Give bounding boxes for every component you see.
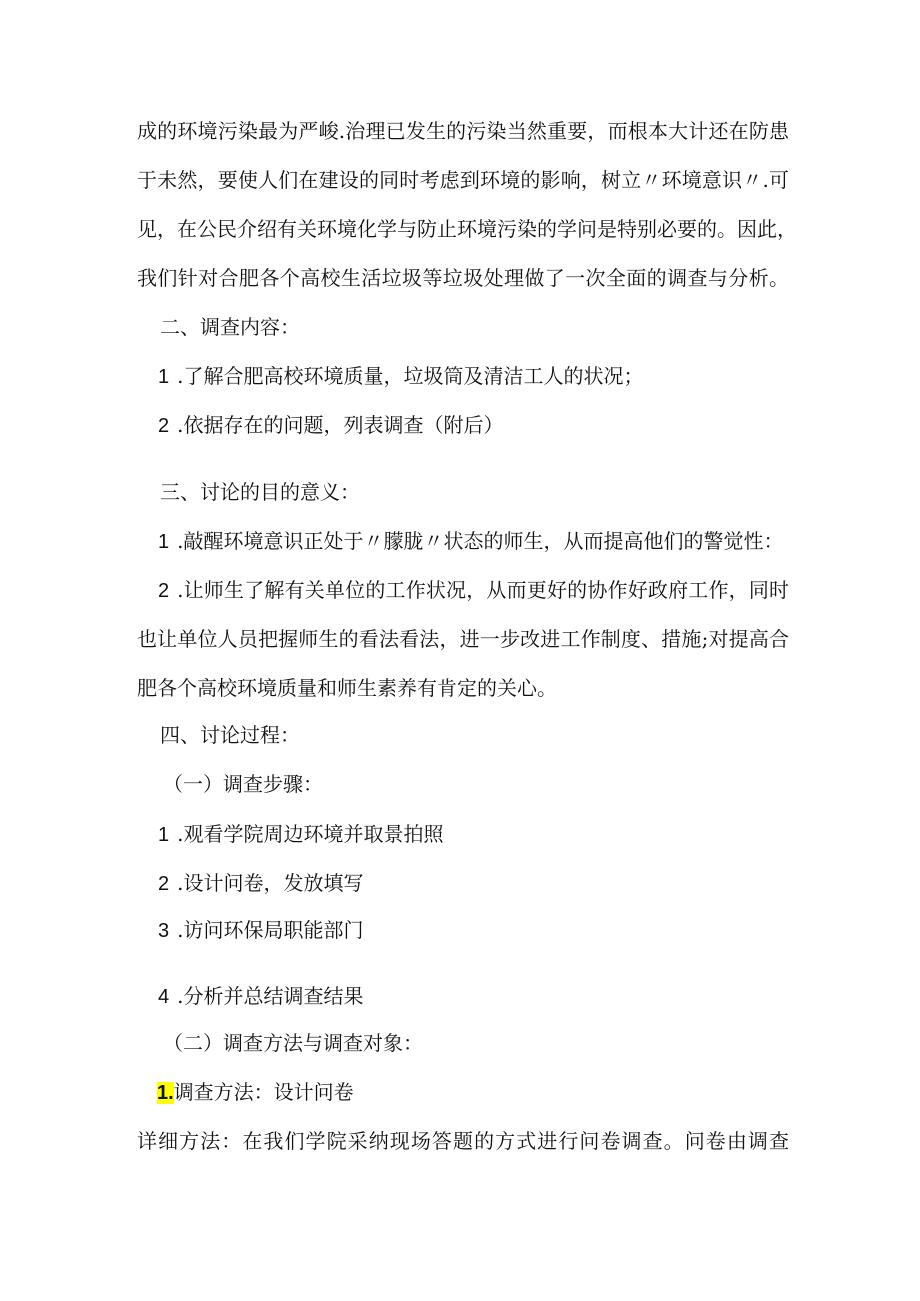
list-text: .让师生了解有关单位的工作状况，从而更好的协作好政府工作，同时: [177, 578, 789, 602]
list-text: .观看学院周边环境并取景拍照: [177, 822, 444, 846]
paragraph-line: 我们针对合肥各个高校生活垃圾等垃圾处理做了一次全面的调查与分析。: [137, 266, 789, 290]
list-number: 3: [158, 920, 170, 942]
paragraph-line: 见，在公民介绍有关环境化学与防止环境污染的学问是特别必要的。因此，: [137, 217, 797, 241]
list-item: [158, 869, 363, 898]
paragraph-line: 肥各个高校环境质量和师生素养有肯定的关心。: [137, 676, 557, 700]
list-item: [158, 411, 503, 440]
paragraph-line: 成的环境污染最为严峻.治理已发生的污染当然重要，而根本大计还在防患: [137, 119, 789, 143]
paragraph-line: 也让单位人员把握师生的看法看法，进一步改进工作制度、措施;对提高合: [137, 627, 789, 651]
list-text: .了解合肥高校环境质量，垃圾筒及清洁工人的状况；: [177, 364, 644, 388]
list-item: [158, 820, 443, 849]
list-number: 1: [158, 531, 170, 553]
list-number: 2: [158, 873, 170, 895]
paragraph-line: 于未然，要使人们在建设的同时考虑到环境的影响，树立〃环境意识〃.可: [137, 168, 789, 192]
list-item: [158, 362, 643, 391]
section-heading: 三、讨论的目的意义：: [160, 480, 360, 504]
section-heading: 二、调查内容：: [160, 315, 300, 339]
list-item: [157, 1078, 354, 1107]
list-number: 4: [158, 986, 170, 1008]
list-item: [158, 576, 789, 605]
paragraph-line: 详细方法：在我们学院采纳现场答题的方式进行问卷调查。问卷由调查: [137, 1129, 789, 1153]
list-number: 2: [158, 415, 170, 437]
list-text: .设计问卷，发放填写: [177, 871, 364, 895]
list-text: .依据存在的问题，列表调查（附后）: [177, 413, 504, 437]
list-text: .敲醒环境意识正处于〃朦胧〃状态的师生，从而提高他们的警觉性：: [177, 529, 784, 553]
list-text: .访问环保局职能部门: [177, 918, 364, 942]
list-number: 1: [158, 824, 170, 846]
subsection-heading: （一）调查步骤：: [163, 772, 323, 796]
list-item: [158, 527, 783, 556]
list-number: 1: [158, 366, 170, 388]
list-number: 2: [158, 580, 170, 602]
list-item: [158, 982, 363, 1011]
highlighted-number: 1.: [157, 1082, 174, 1104]
list-item: [158, 916, 363, 945]
list-text: .分析并总结调查结果: [177, 984, 364, 1008]
subsection-heading: （二）调查方法与调查对象：: [163, 1031, 423, 1055]
list-text: 调查方法：设计问卷: [173, 1080, 354, 1104]
section-heading: 四、讨论过程：: [160, 723, 300, 747]
